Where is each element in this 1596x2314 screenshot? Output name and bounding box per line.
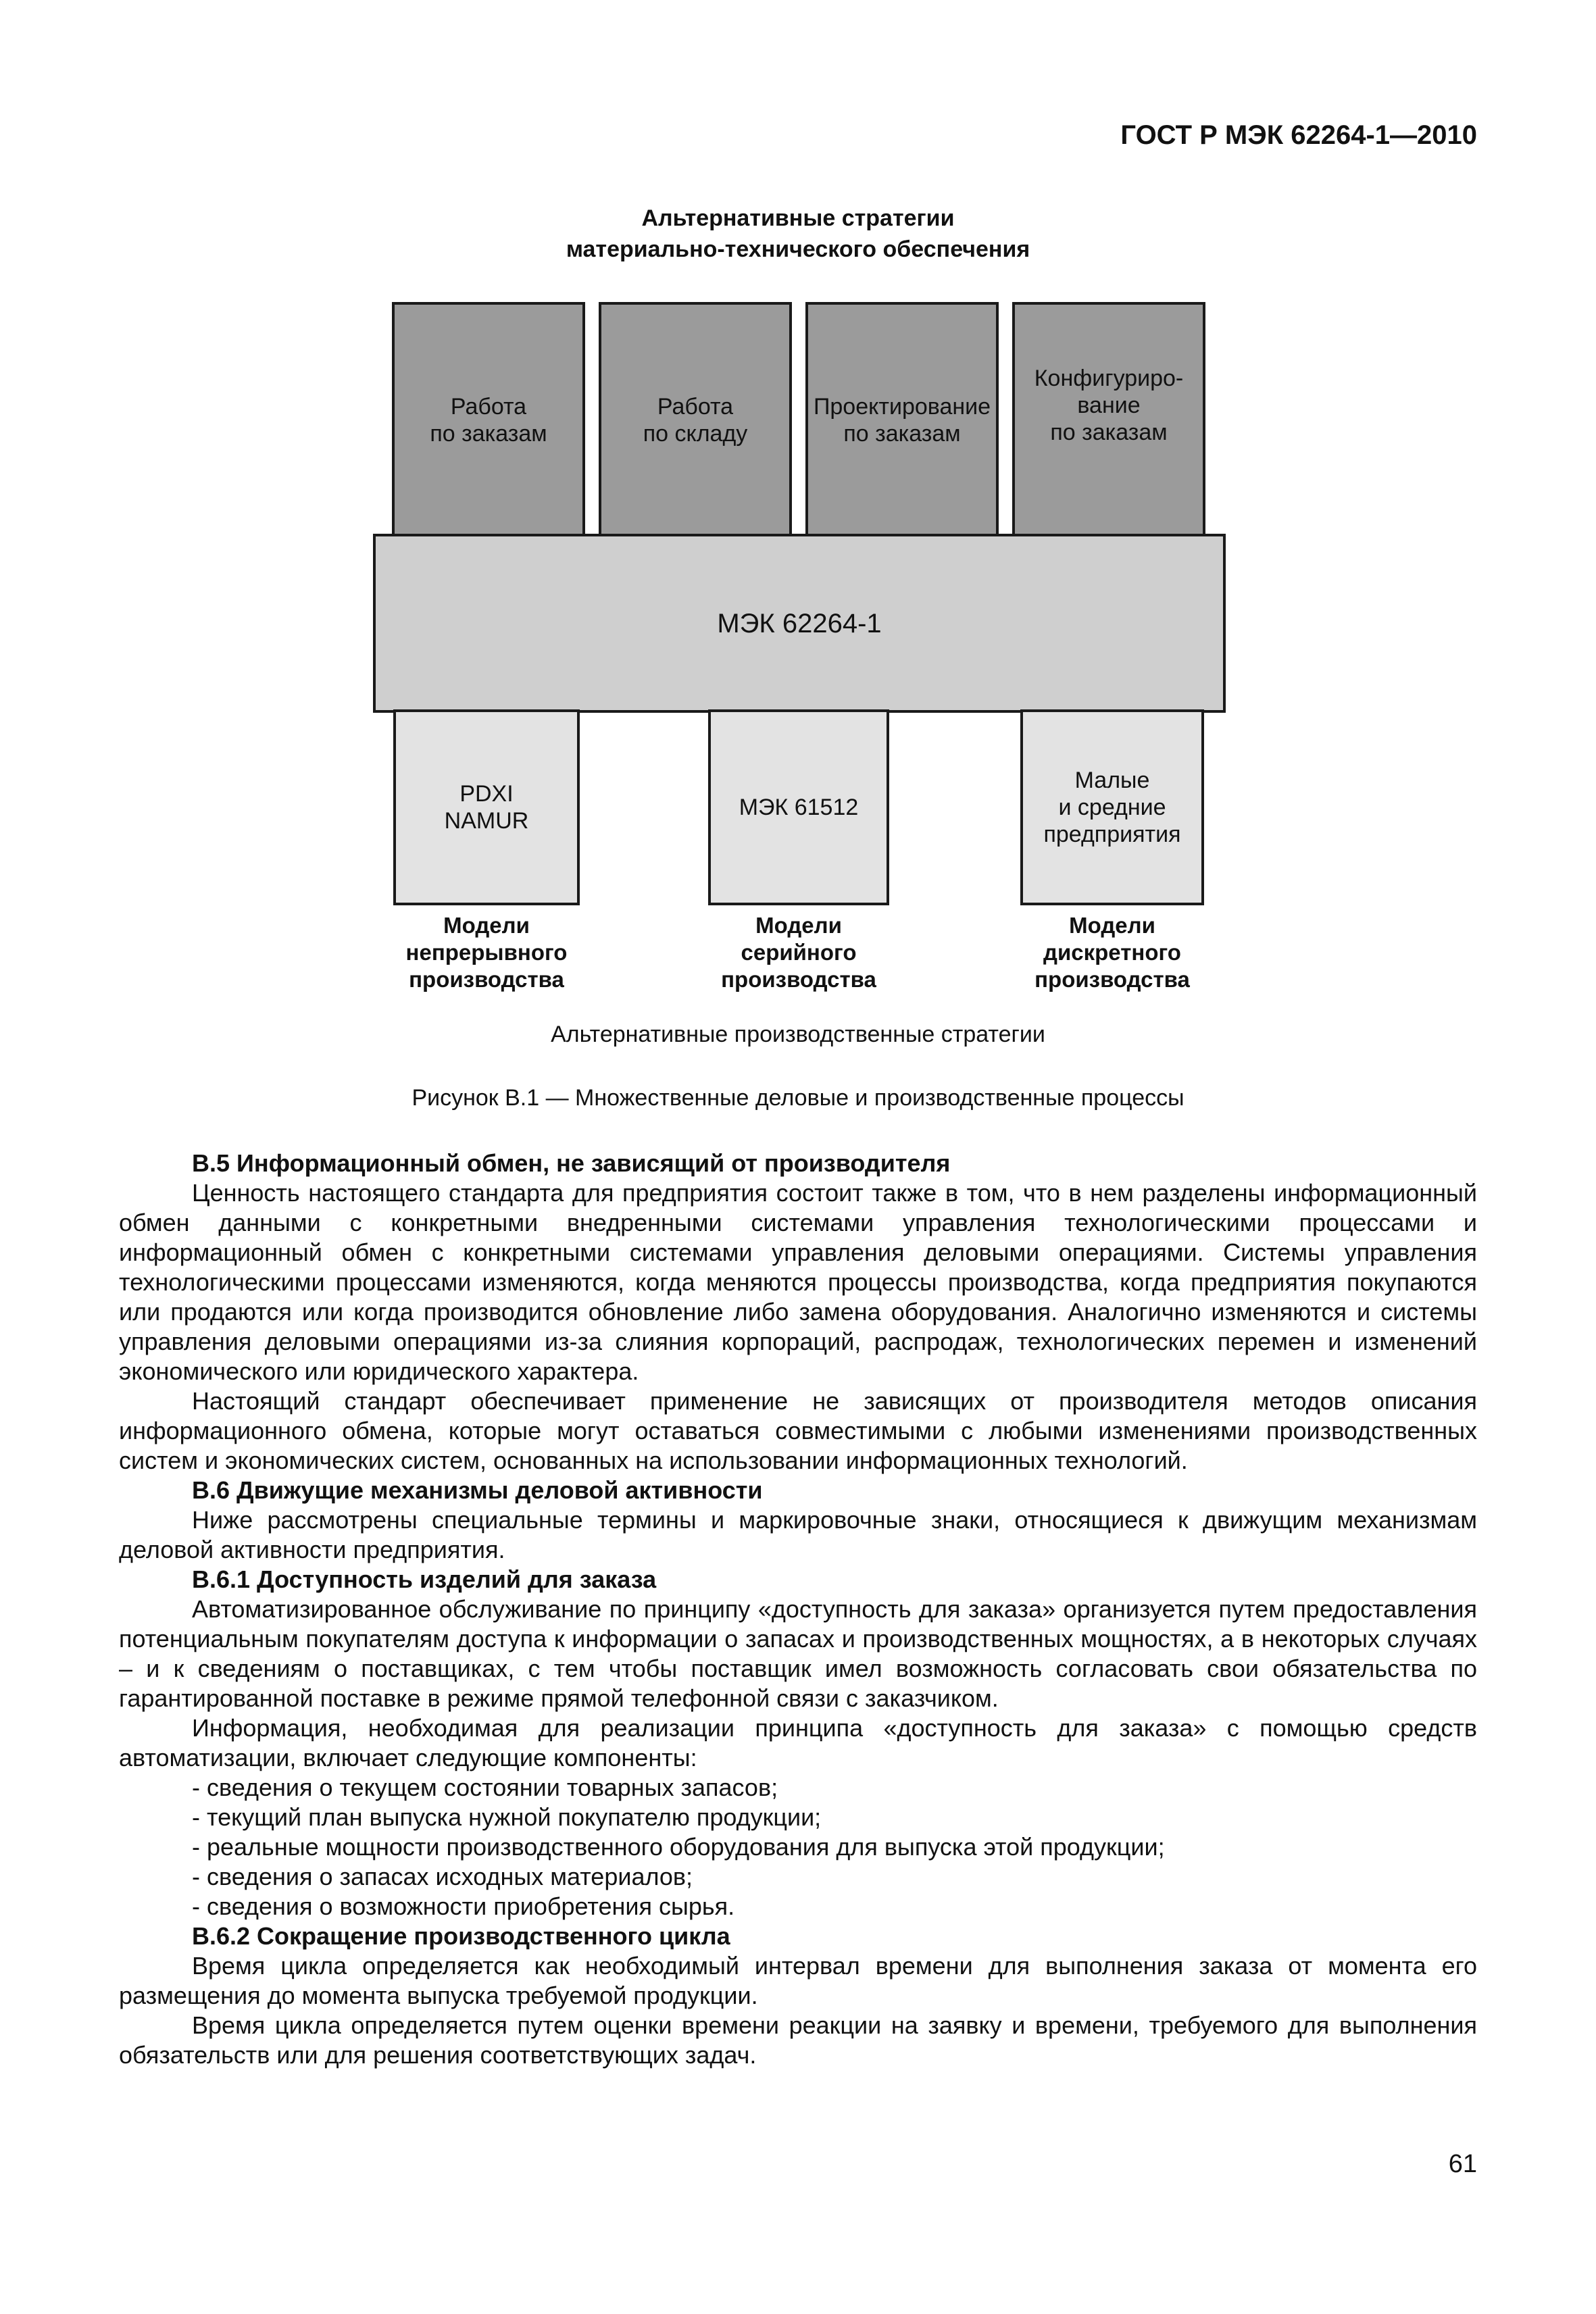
section-heading-b6: В.6 Движущие механизмы деловой активности bbox=[192, 1476, 763, 1504]
figure-title-line-2: материально-технического обеспечения bbox=[566, 236, 1030, 262]
body-text bbox=[119, 1149, 1477, 2070]
standard-code: ГОСТ Р МЭК 62264-1—2010 bbox=[1120, 120, 1477, 150]
section-heading-b6-1: В.6.1 Доступность изделий для заказа bbox=[192, 1565, 657, 1593]
box-label: МЭК 62264-1 bbox=[717, 608, 882, 638]
figure-caption: Рисунок В.1 — Множественные деловые и производственные процессы bbox=[412, 1085, 1184, 1111]
box-label: Конфигуриро- вание по заказам bbox=[1034, 366, 1184, 445]
label-discrete-production: Модели дискретного производства bbox=[1034, 913, 1190, 992]
paragraph: Ценность настоящего стандарта для предприятия состоит также в том, что в нем разделены информационный обмен данными с конкретными внедренными системами управления технологическими процессами и информационный обмен с конкретными системами управления деловыми операциями. Системы управления технологическими процессами изменяются, когда меняются процессы производства, когда предприятия покупаются или продаются или когда производится обновление либо замена оборудования. Аналогично изменяются и системы управления деловыми операциями из-за слияния корпораций, распродаж, технологических перемен и изменений экономического или юридического характера. bbox=[119, 1179, 1477, 1385]
box-label: Проектирование по заказам bbox=[813, 394, 991, 447]
box-make-to-stock bbox=[599, 302, 792, 538]
figure-title bbox=[0, 203, 1596, 265]
section-heading-b5: В.5 Информационный обмен, не зависящий от производителя bbox=[192, 1149, 951, 1177]
list-item: - сведения о запасах исходных материалов; bbox=[192, 1863, 693, 1890]
list-item: - реальные мощности производственного оборудования для выпуска этой продукции; bbox=[192, 1833, 1165, 1861]
box-engineer-to-order bbox=[805, 302, 999, 538]
box-label: PDXI NAMUR bbox=[444, 781, 529, 834]
page-number: 61 bbox=[1448, 2150, 1477, 2178]
box-make-to-order bbox=[392, 302, 585, 538]
list-item: - текущий план выпуска нужной покупателю продукции; bbox=[192, 1803, 822, 1831]
box-small-medium-enterprises bbox=[1020, 709, 1204, 905]
paragraph: Время цикла определяется как необходимый интервал времени для выполнения заказа от момента его размещения до момента выпуска требуемой продукции. bbox=[119, 1952, 1477, 2009]
label-continuous-production: Модели непрерывного производства bbox=[405, 913, 568, 992]
box-label: Малые и средние предприятия bbox=[1043, 768, 1181, 847]
list-item: - сведения о текущем состоянии товарных запасов; bbox=[192, 1774, 778, 1801]
list-item: - сведения о возможности приобретения сырья. bbox=[192, 1892, 735, 1920]
paragraph: Автоматизированное обслуживание по принципу «доступность для заказа» организуется путем предоставления потенциальным покупателям доступа к информации о запасах и производственных мощностях, а в некоторых случаях – и к сведениям о поставщиках, с тем чтобы поставщик имел возможность согласовать свои обязательства по гарантированной поставке в режиме прямой телефонной связи с заказчиком. bbox=[119, 1595, 1477, 1712]
paragraph: Ниже рассмотрены специальные термины и маркировочные знаки, относящиеся к движущим механизмам деловой активности предприятия. bbox=[119, 1506, 1477, 1563]
paragraph: Информация, необходимая для реализации принципа «доступность для заказа» с помощью средств автоматизации, включает следующие компоненты: bbox=[119, 1714, 1477, 1771]
box-label: Работа по заказам bbox=[430, 394, 547, 447]
box-label: МЭК 61512 bbox=[739, 795, 859, 820]
box-pdxi-namur bbox=[393, 709, 580, 905]
box-label: Работа по складу bbox=[643, 394, 748, 447]
box-iec-62264-1 bbox=[373, 534, 1226, 713]
box-configure-to-order bbox=[1012, 302, 1205, 538]
section-heading-b6-2: В.6.2 Сокращение производственного цикла bbox=[192, 1922, 730, 1950]
box-iec-61512 bbox=[708, 709, 889, 905]
label-batch-production: Модели серийного производства bbox=[721, 913, 876, 992]
paragraph: Время цикла определяется путем оценки времени реакции на заявку и времени, требуемого для выполнения обязательств или для решения соответствующих задач. bbox=[119, 2011, 1477, 2069]
figure-bottom-caption: Альтернативные производственные стратегии bbox=[551, 1022, 1045, 1047]
paragraph: Настоящий стандарт обеспечивает применение не зависящих от производителя методов описания информационного обмена, которые могут оставаться совместимыми с любыми изменениями производственных систем и экономических систем, основанных на использовании информационных технологий. bbox=[119, 1387, 1477, 1474]
figure-title-line-1: Альтернативные стратегии bbox=[641, 205, 955, 231]
